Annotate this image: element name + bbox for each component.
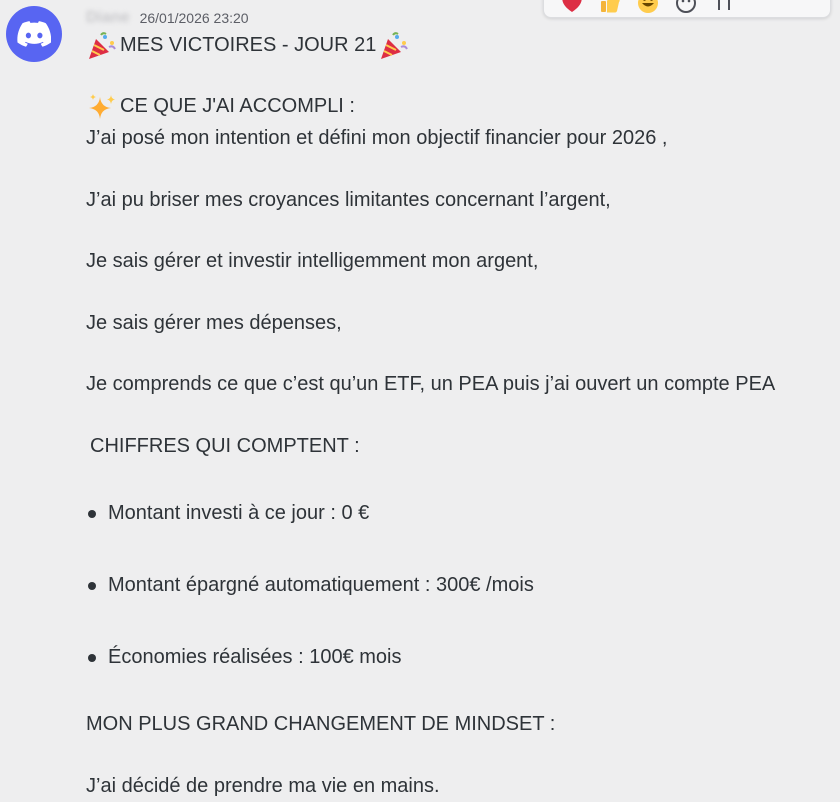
avatar[interactable] [6,6,62,62]
mindset-heading: MON PLUS GRAND CHANGEMENT DE MINDSET : [86,713,556,735]
username[interactable]: Diane [86,9,130,26]
party-popper-icon [378,32,410,60]
smile-reaction-icon[interactable] [636,0,660,15]
title-text: MES VICTOIRES - JOUR 21 [120,34,377,56]
accomplished-heading-text: CE QUE J'AI ACCOMPLI : [120,95,355,117]
accomplishment-line: Je comprends ce que c’est qu’un ETF, un PEA puis j’ai ouvert un compte PEA [86,373,776,395]
figure-text: Économies réalisées : 100€ mois [108,646,402,668]
accomplishment-line: J’ai pu briser mes croyances limitantes concernant l’argent, [86,189,611,211]
mindset-text: J’ai décidé de prendre ma vie en mains. [86,775,440,797]
figure-text: Montant investi à ce jour : 0 € [108,502,370,524]
message-actions-toolbar [543,0,831,18]
sparkles-icon [86,93,118,121]
accomplished-heading [86,91,355,122]
message-title [86,30,410,61]
bullet-icon [88,510,96,518]
bullet-icon [88,582,96,590]
accomplishment-line: Je sais gérer mes dépenses, [86,312,342,334]
more-options-icon[interactable] [712,0,736,15]
figures-heading: CHIFFRES QUI COMPTENT : [90,435,360,457]
accomplishment-line: Je sais gérer et investir intelligemment mon argent, [86,250,539,272]
thumbs-up-reaction-icon[interactable] [598,0,622,15]
figure-list-item [86,498,369,529]
message-header [86,6,249,30]
party-popper-icon [86,32,118,60]
figure-text: Montant épargné automatiquement : 300€ /mois [108,574,534,596]
figure-list-item [86,642,401,673]
timestamp: 26/01/2026 23:20 [139,10,249,26]
bullet-icon [88,654,96,662]
add-reaction-icon[interactable] [674,0,698,15]
discord-logo-icon [17,21,51,47]
accomplishment-line: J’ai posé mon intention et défini mon objectif financier pour 2026 , [86,127,668,149]
figure-list-item [86,570,534,601]
heart-reaction-icon[interactable] [560,0,584,15]
